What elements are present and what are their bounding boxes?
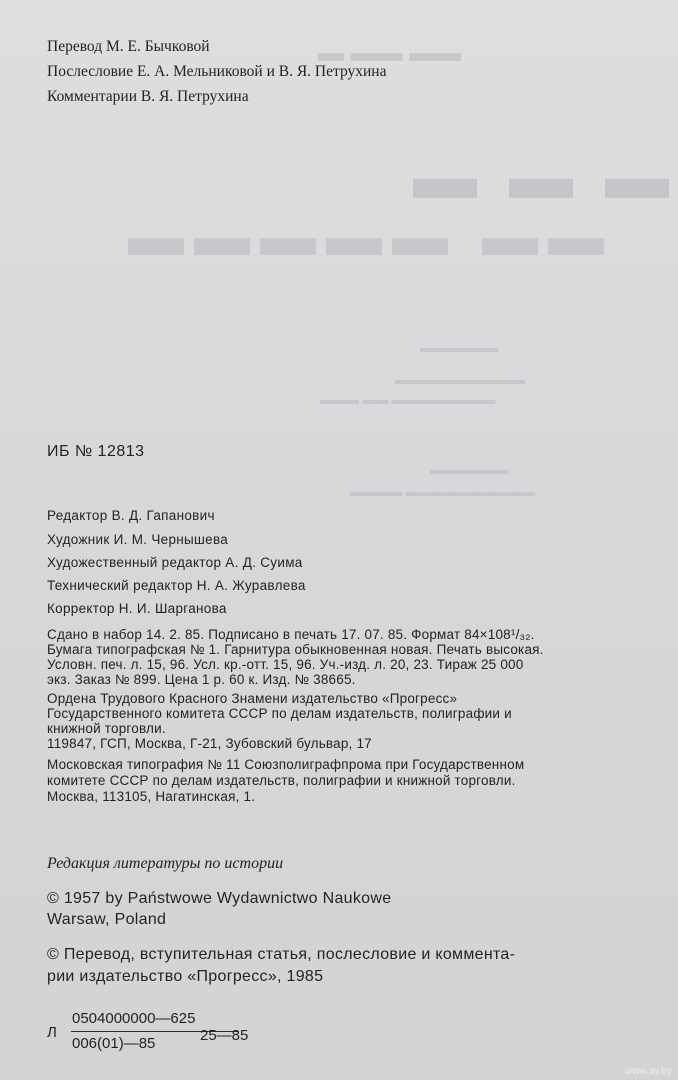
proofreader-credit: Корректор Н. И. Шарганова bbox=[47, 601, 227, 616]
bleed-through-mark: ▬▬ ▬▬ ▬ bbox=[318, 38, 461, 67]
bleed-through-mark: ▬▬▬▬▬▬▬▬ ▬▬ ▬▬▬ bbox=[320, 392, 496, 407]
print-specs-line: Сдано в набор 14. 2. 85. Подписано в печать 17. 07. 85. Формат 84×108¹/₃₂. bbox=[47, 627, 535, 642]
tech-editor-credit: Технический редактор Н. А. Журавлева bbox=[47, 578, 306, 593]
printer-line: Московская типография № 11 Союзполиграфпрома при Государственном bbox=[47, 757, 525, 772]
catalog-numerator: 0504000000—625 bbox=[72, 1010, 196, 1027]
artist-credit: Художник И. М. Чернышева bbox=[47, 532, 229, 547]
print-specs-line: экз. Заказ № 899. Цена 1 р. 60 к. Изд. № 38665. bbox=[47, 672, 356, 687]
copyright-original-place: Warsaw, Poland bbox=[47, 911, 167, 928]
print-specs-line: Бумага типографская № 1. Гарнитура обыкновенная новая. Печать высокая. bbox=[47, 642, 544, 657]
printer-address: Москва, 113105, Нагатинская, 1. bbox=[47, 789, 256, 804]
bleed-through-mark: ▬▬▬▬▬▬ bbox=[420, 340, 498, 355]
bleed-through-mark: ▬▬▬▬▬▬ bbox=[430, 462, 508, 477]
copyright-translation-cont: рии издательство «Прогресс», 1985 bbox=[47, 968, 324, 985]
editorial-department: Редакция литературы по истории bbox=[47, 855, 284, 872]
print-specs-line: Условн. печ. л. 15, 96. Усл. кр.-отт. 15, 96. Уч.-изд. л. 20, 23. Тираж 25 000 bbox=[47, 657, 524, 672]
catalog-prefix: Л bbox=[47, 1024, 57, 1041]
publisher-line: книжной торговли. bbox=[47, 721, 166, 736]
bleed-through-mark: ▬▬▬▬▬▬▬▬▬▬ bbox=[395, 372, 525, 387]
afterword-credit: Послесловие Е. А. Мельниковой и В. Я. Петрухина bbox=[47, 63, 387, 80]
publisher-line: Государственного комитета СССР по делам издательств, полиграфии и bbox=[47, 706, 512, 721]
copyright-original: © 1957 by Państwowe Wydawnictwo Naukowe bbox=[47, 890, 392, 907]
bleed-through-mark: ▬▬ ▬▬▬▬▬ bbox=[118, 206, 604, 268]
art-editor-credit: Художественный редактор А. Д. Суима bbox=[47, 555, 303, 570]
printer-line: комитете СССР по делам издательств, полиграфии и книжной торговли. bbox=[47, 773, 516, 788]
ib-number: ИБ № 12813 bbox=[47, 443, 145, 460]
bleed-through-mark: ▬ ▬ ▬ bbox=[405, 141, 669, 212]
publisher-line: Ордена Трудового Красного Знамени издательство «Прогресс» bbox=[47, 691, 458, 706]
editor-credit: Редактор В. Д. Гапанович bbox=[47, 508, 215, 523]
translation-credit: Перевод М. Е. Бычковой bbox=[47, 38, 210, 55]
catalog-code: 25—85 bbox=[200, 1027, 249, 1044]
site-watermark: www.ay.by bbox=[624, 1066, 672, 1077]
copyright-translation: © Перевод, вступительная статья, послесловие и коммента- bbox=[47, 946, 516, 963]
catalog-denominator: 006(01)—85 bbox=[72, 1035, 156, 1052]
bleed-through-mark: ▬▬▬▬▬▬▬▬▬▬ ▬▬▬▬ bbox=[350, 484, 536, 499]
publisher-address: 119847, ГСП, Москва, Г-21, Зубовский бульвар, 17 bbox=[47, 736, 372, 751]
commentary-credit: Комментарии В. Я. Петрухина bbox=[47, 88, 249, 105]
